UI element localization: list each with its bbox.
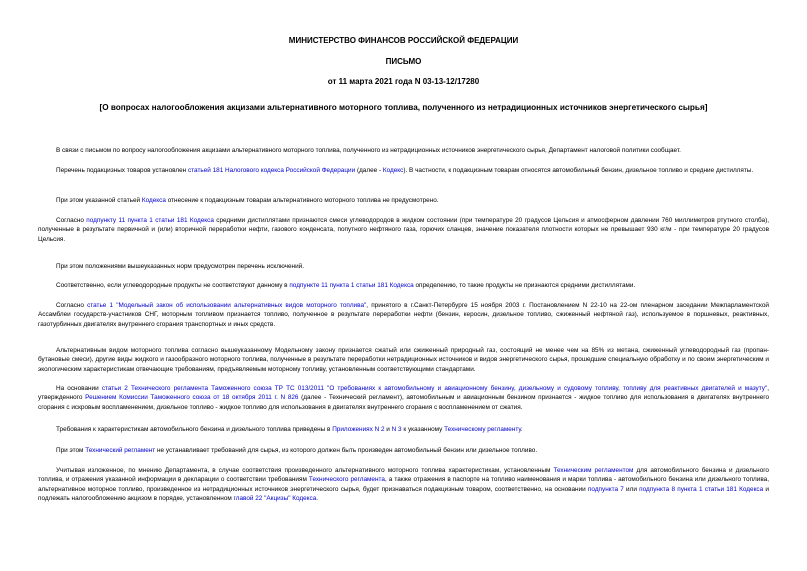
paragraph-text: . — [316, 495, 319, 503]
paragraph — [38, 466, 769, 504]
paragraph-text: На основании — [56, 385, 102, 392]
paragraph — [38, 146, 769, 155]
paragraph-text: Согласно — [56, 302, 88, 309]
paragraph — [38, 196, 769, 205]
legal-reference-link[interactable]: статьи 2 Технического регламента Таможенного союза ТР ТС 013/2011 "О требованиях к автомобильному и авиационному бензину, дизельному и судовому топливу, топливу для реактивных двигателей и мазуту" — [101, 385, 768, 392]
paragraph-text: не устанавливает требований для сырья, из которого должен быть произведен автомобильный бензин или дизельное топливо. — [155, 447, 538, 454]
paragraph-text: , а также отражения в паспорте на топливо наименования и марки топлива - автомобильного бензина или дизельного топлива, альтернативное моторное топливо, произведенное из нетрадиционных источников энергетического сырья, будет признаваться подакцизным товаром, соответственно, на основании — [38, 476, 769, 493]
paragraph — [38, 384, 769, 412]
legal-reference-link[interactable]: Кодекса — [141, 197, 166, 204]
paragraph-text: В связи с письмом по вопросу налогообложения акцизами альтернативного моторного топлива, полученного из нетрадиционных источников энергетического сырья, Департамент налоговой политики сообщает. — [56, 147, 681, 154]
legal-reference-link[interactable]: подпункту 11 пункта 1 статьи 181 Кодекса — [86, 217, 214, 224]
paragraph — [38, 166, 769, 175]
paragraph-text: , принятого в г.Санкт-Петербурге 15 ноября 2003 г. Постановлением N 22-10 на 22-ом пленарном заседании Межпарламентской Ассамблеи государств-участников СНГ, моторным топливом признается топливо, полученное в результате переработки нефти (бензин, керосин, дизельное топливо, сжиженный нефтяной газ), используемое в поршневых, реактивных, газотурбинных двигателях внутреннего сгорания транспортных и иных средств. — [38, 302, 769, 328]
legal-reference-link[interactable]: статье 1 "Модельный закон об использовании альтернативных видов моторного топлива" — [87, 302, 367, 309]
paragraph-text: для автомобильного бензина и дизельного топлива, и отражения указанной информации в декларации о соответствии требованиям — [38, 467, 769, 484]
paragraph — [38, 425, 769, 434]
legal-reference-link[interactable]: главой 22 "Акцизы" Кодекса — [233, 495, 317, 503]
legal-reference-link[interactable]: подпункта 7 — [587, 485, 624, 493]
ministry-heading: МИНИСТЕРСТВО ФИНАНСОВ РОССИЙСКОЙ ФЕДЕРАЦИИ — [288, 36, 519, 45]
paragraph-text: Соответственно, если углеводородные продукты не соответствуют данному в — [56, 282, 290, 289]
paragraph-text: Учитывая изложенное, по мнению Департамента, в случае соответствия произведенного альтернативного моторного топлива характеристикам, установленным — [56, 467, 554, 474]
document-subject: [О вопросах налогообложения акцизами альтернативного моторного топлива, полученного из нетрадиционных источников энергетического сырья] — [99, 103, 708, 112]
paragraph-text: и подлежать налогообложению акцизом в порядке, установленном — [38, 485, 769, 503]
paragraph-text: определению, то такие продукты не признаются средними дистиллятами. — [413, 282, 636, 289]
legal-reference-link[interactable]: Техническим регламентом — [553, 467, 634, 474]
legal-reference-link[interactable]: подпункта 8 пункта 1 статьи 181 Кодекса — [639, 485, 764, 493]
paragraph-text: (далее - — [355, 167, 383, 174]
paragraph-text: При этом положениями вышеуказанных норм предусмотрен перечень исключений. — [56, 263, 304, 270]
paragraph-text: (далее - Технический регламент), автомобильным и авиационным бензином признается - жидкое топливо для использования в двигателях внутреннего сгорания с искровым воспламенением, дизельное топливо - жидкое топливо для использования в двигателях внутреннего сгорания с воспламенением от сжатия. — [38, 394, 770, 411]
paragraph-text: к указанному — [401, 426, 445, 433]
paragraph-text: Требования к характеристикам автомобильного бензина и дизельного топлива приведены в — [56, 426, 333, 433]
legal-reference-link[interactable]: статьей 181 Налогового кодекса Российской Федерации — [187, 167, 356, 174]
paragraph-text: Альтернативным видом моторного топлива согласно вышеуказанному Модельному закону признается сжатый или сжиженный природный газ, состоящий не менее чем на 85% из метана, сжиженный углеводородный газ (пропан-бутановые смеси), другие виды жидкого и газообразного моторного топлива, полученные в результате переработки нетрадиционных источников и видов энергетического сырья, прошедшие специальную обработку и по своим энергетическим и экологическим характеристикам отвечающие требованиям, предъявляемым моторному топливу, установленным соответствующими стандартами. — [38, 347, 769, 373]
paragraph-text: и — [384, 426, 392, 433]
legal-reference-link[interactable]: подпункте 11 пункта 1 статьи 181 Кодекса — [289, 282, 414, 289]
legal-reference-link[interactable]: Технического регламента — [308, 476, 385, 484]
document-date-number: от 11 марта 2021 года N 03-13-12/17280 — [327, 77, 480, 86]
legal-reference-link[interactable]: N 3 — [391, 426, 402, 433]
legal-reference-link[interactable]: Техническому регламенту — [444, 426, 521, 433]
legal-reference-link[interactable]: Технический регламент — [85, 447, 156, 454]
paragraph — [38, 262, 769, 271]
paragraph-text: ). В частности, к подакцизным товарам относятся автомобильный бензин, дизельное топливо и средние дистилляты. — [403, 167, 754, 174]
paragraph-text: , утвержденного — [38, 385, 769, 402]
paragraph-text: . — [520, 426, 523, 433]
paragraph-text: средними дистиллятами признаются смеси углеводородов в жидком состоянии (при температуре 20 градусов Цельсия и атмосферном давлении 760 миллиметров ртутного столба), полученные в результате первичной и (или) вторичной переработки нефти, газового конденсата, попутного нефтяного газа, горючих сланцев, значение показателя плотности которых не превышает 930 кг/м - при температуре 20 градусов Цельсия. — [38, 217, 769, 243]
paragraph — [38, 446, 769, 455]
paragraph — [38, 346, 769, 374]
paragraph — [38, 301, 769, 329]
paragraph — [38, 281, 769, 290]
paragraph-text: Перечень подакцизных товаров установлен — [56, 167, 188, 174]
paragraph-text: При этом указанной статьей — [56, 197, 142, 204]
legal-reference-link[interactable]: Кодекс — [382, 167, 404, 174]
paragraph-text: отнесение к подакцизным товарам альтернативного моторного топлива не предусмотрено. — [165, 197, 439, 204]
paragraph-text: Согласно — [56, 217, 87, 224]
paragraph-text: При этом — [56, 447, 86, 454]
paragraph — [38, 216, 769, 244]
legal-reference-link[interactable]: Решением Комиссии Таможенного союза от 18 октября 2011 г. N 826 — [85, 394, 299, 402]
legal-reference-link[interactable]: Приложениях N 2 — [332, 426, 385, 433]
document-type: ПИСЬМО — [385, 57, 422, 66]
paragraph-text: или — [623, 485, 640, 493]
